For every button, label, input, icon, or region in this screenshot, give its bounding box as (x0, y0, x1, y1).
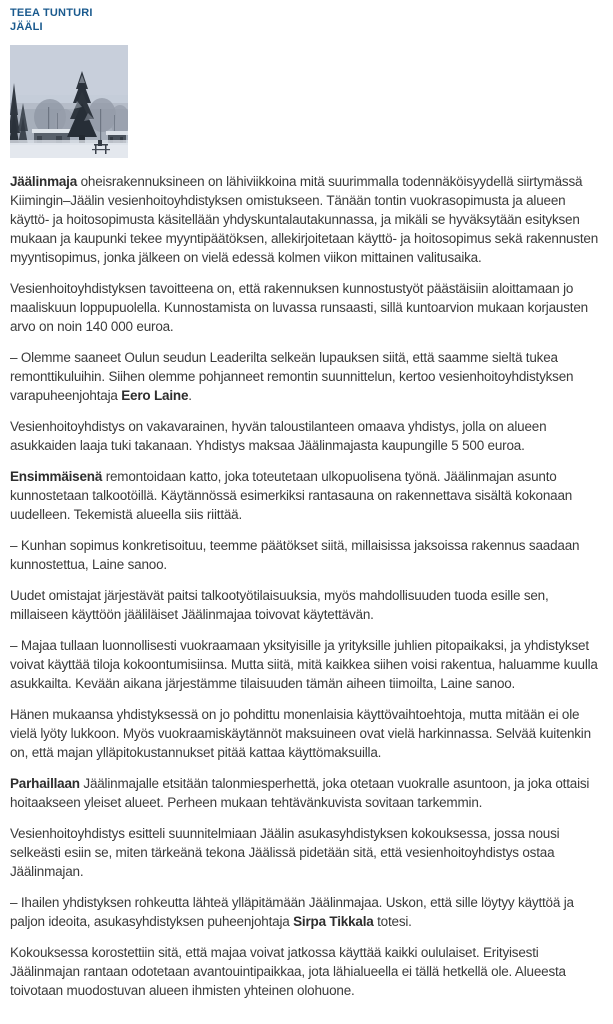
body-text: Vesienhoitoyhdistys on vakavarainen, hyvän taloustilanteen omaava yhdistys, jolla on alueen asukkaiden laaja tuki takanaan. Yhdistys maksaa Jäälinmajasta kaupungille 5 500 euroa. (10, 419, 547, 453)
body-text: oheisrakennuksineen on lähiviikkoina mitä suurimmalla todennäköisyydellä siirtymässä Kiimingin–Jäälin vesienhoitoyhdistyksen omistukseen. Tänään tontin vuokrasopimusta ja alueen käyttö- ja hoitosopimusta käsitellään yhdyskuntalautakunnassa, ja mikäli se hyväksytään esityksen mukaan ja kaupunki tekee myyntipäätöksen, allekirjoitetaan käyttö- ja hoitosopimus sekä rakennusten myyntisopimus, jonka jälkeen on vielä edessä kolmen viikon mittainen valitusaika. (10, 174, 599, 265)
body-text: – Ihailen yhdistyksen rohkeutta lähteä ylläpitämään Jäälinmajaa. Uskon, että sille löytyy käyttöä ja paljon ideoita, asukasyhdistyksen puheenjohtaja (10, 895, 574, 929)
article-paragraph (10, 348, 603, 405)
article-paragraph (10, 279, 603, 336)
body-text: – Majaa tullaan luonnollisesti vuokraamaan yksityisille ja yrityksille juhlien pitopaikaksi, ja yhdistykset voivat käyttää tiloja kokoontumisiinsa. Mutta siitä, mitä kaikkea siihen voisi rakentua, haluamme kuulla asukkailta. Kevään aikana järjestämme tilaisuuden tämän aiheen tiimoilta, Laine sanoo. (10, 638, 598, 691)
body-text: Vesienhoitoyhdistys esitteli suunnitelmiaan Jäälin asukasyhdistyksen kokouksessa, jossa nousi selkeästi esiin se, miten tärkeänä tekona Jäälissä pidetään sitä, että vesienhoitoyhdistys ostaa Jäälinmajan. (10, 826, 560, 879)
bold-text: Parhaillaan (10, 776, 80, 791)
bold-text: Sirpa Tikkala (293, 914, 374, 929)
body-text: Vesienhoitoyhdistyksen tavoitteena on, että rakennuksen kunnostustyöt päästäisiin aloittamaan jo maaliskuun loppupuolella. Kunnostamista on luvassa runsaasti, sillä kuntoarvion mukaan korjausten arvo on noin 140 000 euroa. (10, 281, 588, 334)
article-paragraph (10, 467, 603, 524)
article-paragraph (10, 893, 603, 931)
bold-text: Ensimmäisenä (10, 469, 103, 484)
body-text: totesi. (373, 914, 412, 929)
bold-text: Eero Laine (121, 388, 189, 403)
body-text: Jäälinmajalle etsitään talonmiesperhettä, joka otetaan vuokralle asuntoon, ja joka ottaisi hoitaakseen yleiset alueet. Perheen mukaan tehtävänkuvista sovitaan tarkemmin. (10, 776, 590, 810)
body-text: remontoidaan katto, joka toteutetaan ulkopuolisena työnä. Jäälinmajan asunto kunnostetaan talkootöillä. Käytännössä esimerkiksi rantasauna on rakennettava sisältä kokonaan uudelleen. Tekemistä alueella siis riittää. (10, 469, 573, 522)
article-paragraph (10, 417, 603, 455)
byline (10, 6, 603, 34)
byline-location: JÄÄLI (10, 21, 43, 33)
winter-scene-image (10, 45, 128, 158)
article-paragraph (10, 774, 603, 812)
body-text: Kokouksessa korostettiin sitä, että majaa voivat jatkossa käyttää kaikki oululaiset. Erityisesti Jäälinmajan rantaan odotetaan avantouintipaikkaa, jota lähialueella ei tällä hetkellä ole. Alueesta toivotaan muodostuvan alueen ihmisten yhteinen olohuone. (10, 945, 566, 998)
article-paragraph (10, 705, 603, 762)
body-text: Uudet omistajat järjestävät paitsi talkootyötilaisuuksia, myös mahdollisuuden tuoda esille sen, millaiseen käyttöön jääliläiset Jäälinmajaa toivovat käytettävän. (10, 588, 549, 622)
bold-text: Jäälinmaja (10, 174, 78, 189)
article-paragraph (10, 586, 603, 624)
body-text: – Kunhan sopimus konkretisoituu, teemme päätökset siitä, millaisissa jaksoissa rakennus saadaan kunnostettua, Laine sanoo. (10, 538, 580, 572)
article-paragraph (10, 824, 603, 881)
body-text: – Olemme saaneet Oulun seudun Leaderilta selkeän lupauksen siitä, että saamme sieltä tukea remonttikuluihin. Siihen olemme pohjanneet remontin suunnittelun, kertoo vesienhoitoyhdistyksen varapuheenjohtaja (10, 350, 574, 403)
body-text: Hänen mukaansa yhdistyksessä on jo pohdittu monenlaisia käyttövaihtoehtoja, mutta mitään ei ole vielä lyöty lukkoon. Myös vuokraamiskäytännöt maksuineen ovat vielä harkinnassa. Selvää kuitenkin on, että majan ylläpitokustannukset pitää kattaa käyttömaksuilla. (10, 707, 591, 760)
article-photo (10, 45, 128, 158)
body-text: . (188, 388, 192, 403)
byline-author: TEEA TUNTURI (10, 7, 93, 19)
article-body (10, 172, 603, 1000)
article-paragraph (10, 536, 603, 574)
article-paragraph (10, 636, 603, 693)
article-paragraph (10, 172, 603, 267)
article-paragraph (10, 943, 603, 1000)
